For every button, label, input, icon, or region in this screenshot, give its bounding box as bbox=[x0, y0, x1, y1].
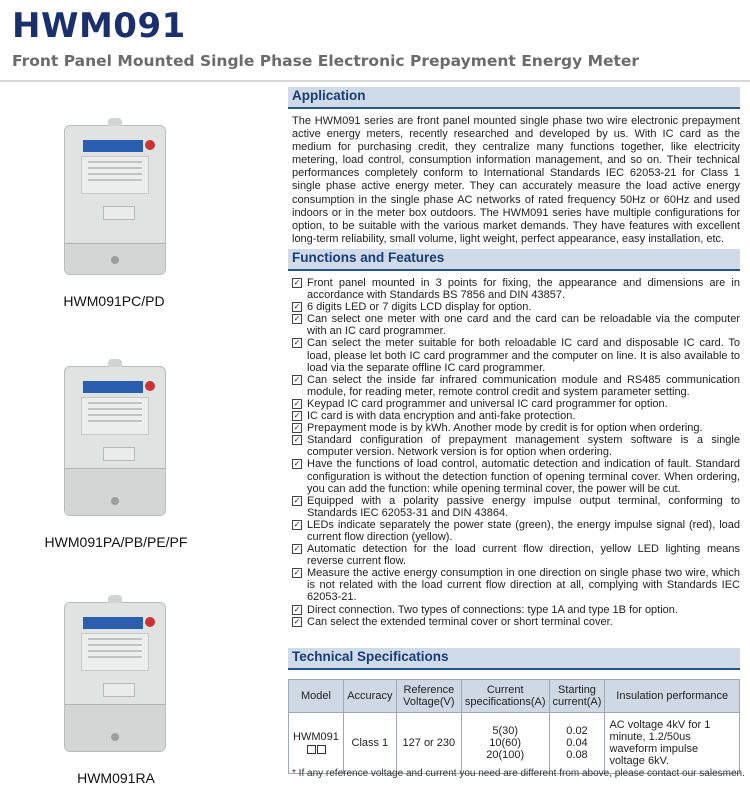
placeholder-box-icon bbox=[317, 745, 326, 754]
feature-item: ✓ Automatic detection for the load current flow direction, yellow LED lighting means reverse current flow. bbox=[293, 543, 740, 568]
checkbox-icon: ✓ bbox=[293, 459, 301, 469]
column-header: Insulation performance bbox=[605, 680, 740, 713]
feature-item: ✓ Prepayment mode is by kWh. Another mode by credit is for option when ordering. bbox=[293, 422, 703, 435]
product-caption-1: HWM091PC/PD bbox=[63, 293, 165, 309]
features-heading-bar bbox=[288, 249, 740, 271]
column-header: Model bbox=[289, 680, 344, 713]
feature-item: ✓ Standard configuration of prepayment management system software is a single computer version. Network version is for option when ordering. bbox=[293, 434, 740, 459]
product-title: HWM091 bbox=[12, 6, 186, 46]
feature-item: ✓ Can select the inside far infrared communication module and RS485 communication module, for reading meter, remote control credit and system parameter setting. bbox=[293, 373, 740, 398]
column-header: Reference Voltage(V) bbox=[396, 680, 461, 713]
checkbox-icon: ✓ bbox=[293, 314, 301, 324]
header-divider bbox=[0, 80, 750, 82]
features-heading: Functions and Features bbox=[292, 250, 445, 265]
checkbox-icon: ✓ bbox=[293, 495, 301, 505]
placeholder-box-icon bbox=[307, 745, 316, 754]
product-caption-2: HWM091PA/PB/PE/PF bbox=[44, 534, 188, 550]
feature-item: ✓ Have the functions of load control, automatic detection and indication of fault. Standard configuration is without the detection function of opening terminal cover. When ordering, you can add the function: while opening terminal cover, the power will be cut. bbox=[293, 458, 740, 495]
starting-current-cell: 0.02 0.04 0.08 bbox=[549, 713, 605, 774]
checkbox-icon: ✓ bbox=[293, 302, 301, 312]
column-header: Starting current(A) bbox=[549, 680, 605, 713]
application-text: The HWM091 series are front panel mounted single phase two wire electronic prepayment active energy meters, recently researched and developed by us. With IC card as the medium for purchasing credit, they centralize many functions together, like electricity metering, load control, consumption information management, and so on. Their technical performances completely conform to International Standards IEC 62053-21 for Class 1 single phase active energy meter. They can accurately measure the load active energy consumption in the single phase AC networks of rated frequency 50Hz or 60Hz and used indoors or in the meter box outdoors. The HWM091 series have multiple configurations for option, to be suitable with the various market demands. They have features with excellent long-term reliability, small volume, light weight, perfect appearance, easy installation, etc. bbox=[292, 115, 740, 245]
model-cell: HWM091 bbox=[289, 713, 344, 774]
product-subtitle: Front Panel Mounted Single Phase Electronic Prepayment Energy Meter bbox=[12, 52, 640, 70]
checkbox-icon: ✓ bbox=[293, 278, 301, 287]
product-caption-3: HWM091RA bbox=[77, 770, 155, 786]
checkbox-icon: ✓ bbox=[293, 544, 301, 554]
checkbox-icon: ✓ bbox=[293, 411, 301, 421]
feature-item: ✓ Can select the extended terminal cover or short terminal cover. bbox=[293, 615, 613, 628]
checkbox-icon: ✓ bbox=[293, 374, 301, 384]
insulation-cell: AC voltage 4kV for 1 minute, 1.2/50us waveform impulse voltage 6kV. bbox=[605, 713, 740, 774]
feature-item: ✓ Direct connection. Two types of connections: type 1A and type 1B for option. bbox=[293, 603, 678, 616]
checkbox-icon: ✓ bbox=[293, 398, 301, 408]
checkbox-icon: ✓ bbox=[293, 338, 301, 348]
column-header: Current specifications(A) bbox=[461, 680, 549, 713]
checkbox-icon: ✓ bbox=[293, 616, 301, 626]
application-heading: Application bbox=[292, 88, 366, 103]
feature-item: ✓ Front panel mounted in 3 points for fixing, the appearance and dimensions are in accordance with Standards BS 7856 and DIN 43857. bbox=[293, 277, 740, 302]
current-cell: 5(30) 10(60) 20(100) bbox=[461, 713, 549, 774]
voltage-cell: 127 or 230 bbox=[396, 713, 461, 774]
feature-item: ✓ LEDs indicate separately the power state (green), the energy impulse signal (red), load current flow direction (yellow). bbox=[293, 518, 740, 543]
feature-item: ✓ Can select one meter with one card and the card can be reloadable via the computer with an IC card programmer. bbox=[293, 313, 740, 338]
specs-table bbox=[288, 679, 740, 774]
checkbox-icon: ✓ bbox=[293, 568, 301, 578]
feature-item: ✓ IC card is with data encryption and anti-fake protection. bbox=[293, 410, 576, 423]
table-row bbox=[289, 713, 740, 774]
feature-item: ✓ Keypad IC card programmer and universal IC card programmer for option. bbox=[293, 397, 668, 410]
column-header: Accuracy bbox=[343, 680, 396, 713]
application-heading-bar bbox=[288, 87, 740, 109]
feature-item: ✓ Can select the meter suitable for both reloadable IC card and disposable IC card. To load, please let both IC card programmer and the computer on line. It is also available to load via the separate offline IC card programmer. bbox=[293, 337, 740, 374]
features-list bbox=[292, 277, 740, 628]
specs-heading-bar bbox=[288, 648, 740, 670]
specs-header-row bbox=[289, 680, 740, 713]
specs-footnote: * If any reference voltage and current you need are different from above, please contact our salesmen. bbox=[292, 768, 745, 779]
feature-item: ✓ Equipped with a polarity passive energy impulse output terminal, conforming to Standards IEC 62053-31 and DIN 43864. bbox=[293, 494, 740, 519]
checkbox-icon: ✓ bbox=[293, 519, 301, 529]
specs-heading: Technical Specifications bbox=[292, 649, 449, 664]
meter-image-pa-pb-pe-pf bbox=[64, 366, 166, 516]
accuracy-cell: Class 1 bbox=[343, 713, 396, 774]
meter-image-pc-pd bbox=[64, 125, 166, 275]
checkbox-icon: ✓ bbox=[293, 604, 301, 614]
meter-image-ra bbox=[64, 602, 166, 752]
feature-item: ✓ Measure the active energy consumption in one direction on single phase two wire, which is not related with the load current flow direction at all, complying with Standards IEC 62053-21. bbox=[293, 567, 740, 604]
checkbox-icon: ✓ bbox=[293, 423, 301, 433]
checkbox-icon: ✓ bbox=[293, 435, 301, 445]
feature-item: ✓ 6 digits LED or 7 digits LCD display for option. bbox=[293, 301, 532, 314]
